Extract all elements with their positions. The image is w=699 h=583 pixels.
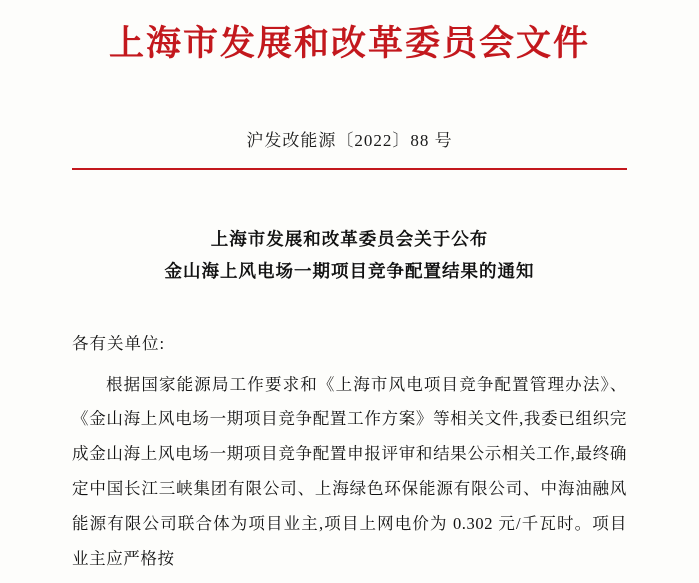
document-subject-line-2: 金山海上风电场一期项目竞争配置结果的通知	[164, 261, 535, 282]
document-salutation: 各有关单位:	[72, 333, 166, 353]
document-header-title: 上海市发展和改革委员会文件	[108, 24, 590, 63]
document-subject-line-1: 上海市发展和改革委员会关于公布	[210, 228, 489, 249]
red-divider-rule	[72, 168, 627, 170]
document-body-paragraph: 根据国家能源局工作要求和《上海市风电项目竞争配置管理办法》、《金山海上风电场一期项目竞争配置工作方案》等相关文件,我委已组织完成金山海上风电场一期项目竞争配置申报评审和结果公示相关工作,最终确定中国长江三峡集团有限公司、上海绿色环保能源有限公司、中海油融风能源有限公司联合体为项目业主,项目上网电价为 0.302 元/千瓦时。项目业主应严格按	[72, 374, 627, 569]
document-subject	[72, 223, 627, 288]
document-number: 沪发改能源〔2022〕88 号	[246, 130, 453, 150]
document-header	[72, 0, 627, 66]
